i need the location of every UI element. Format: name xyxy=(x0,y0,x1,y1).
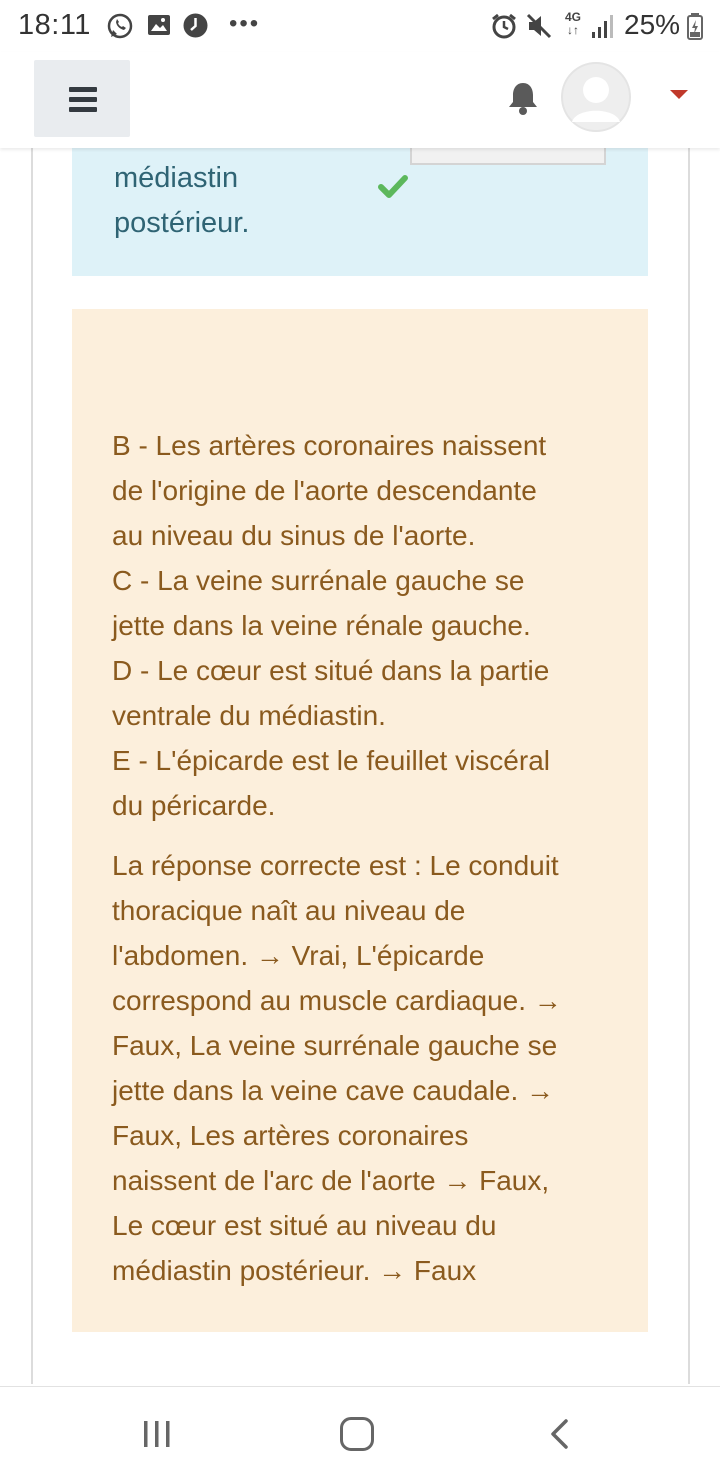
home-icon[interactable] xyxy=(340,1417,374,1451)
status-bar xyxy=(0,0,720,52)
network-4g-icon: 4G ↓↑ xyxy=(564,10,581,37)
feedback-line: de l'origine de l'aorte descendante xyxy=(112,475,537,506)
back-icon[interactable] xyxy=(548,1418,570,1455)
feedback-line: au niveau du sinus de l'aorte. xyxy=(112,520,476,551)
feedback-line: ventrale du médiastin. xyxy=(112,700,386,731)
menu-button[interactable] xyxy=(34,60,130,137)
more-icon: ••• xyxy=(229,10,261,37)
correct-answer-box xyxy=(72,148,648,276)
feedback-line: B - Les artères coronaires naissent xyxy=(112,430,547,461)
response-line: naissent de l'arc de l'aorte → Faux, xyxy=(112,1165,550,1196)
whatsapp-icon xyxy=(106,12,134,45)
user-avatar[interactable] xyxy=(561,62,631,132)
battery-icon xyxy=(686,12,704,45)
answer-line: postérieur. xyxy=(114,207,250,239)
answer-line: médiastin xyxy=(114,162,239,194)
mute-icon xyxy=(525,12,553,45)
feedback-line: C - La veine surrénale gauche se xyxy=(112,565,525,596)
answer-select[interactable] xyxy=(410,148,606,165)
alarm-icon xyxy=(490,12,518,45)
response-line: Faux, La veine surrénale gauche se xyxy=(112,1030,558,1061)
system-nav-bar xyxy=(0,1386,720,1480)
correct-response-text xyxy=(112,843,632,1293)
recent-apps-icon[interactable] xyxy=(142,1419,172,1454)
feedback-line: E - L'épicarde est le feuillet viscéral xyxy=(112,745,550,776)
feedback-options xyxy=(112,423,632,828)
app-header xyxy=(0,52,720,148)
check-icon xyxy=(378,174,408,205)
answer-text xyxy=(114,156,249,246)
feedback-line: jette dans la veine rénale gauche. xyxy=(112,610,531,641)
response-line: La réponse correcte est : Le conduit xyxy=(112,850,559,881)
status-time: 18:11 xyxy=(18,9,91,41)
battery-percent: 25% xyxy=(624,9,681,40)
signal-icon xyxy=(590,12,616,45)
response-line: Faux, Les artères coronaires xyxy=(112,1120,469,1151)
feedback-box xyxy=(72,309,648,1332)
network-label: 4G xyxy=(564,10,581,24)
feedback-line: D - Le cœur est situé dans la partie xyxy=(112,655,550,686)
response-line: l'abdomen. → Vrai, L'épicarde xyxy=(112,940,485,971)
bell-icon[interactable] xyxy=(506,80,540,121)
response-line: médiastin postérieur. → Faux xyxy=(112,1255,477,1286)
response-line: jette dans la veine cave caudale. → xyxy=(112,1075,555,1106)
caret-down-icon[interactable] xyxy=(670,90,688,99)
response-line: Le cœur est situé au niveau du xyxy=(112,1210,497,1241)
response-line: thoracique naît au niveau de xyxy=(112,895,466,926)
feedback-line: du péricarde. xyxy=(112,790,276,821)
response-line: correspond au muscle cardiaque. → xyxy=(112,985,562,1016)
clock-app-icon xyxy=(182,12,209,44)
image-icon xyxy=(146,12,172,43)
